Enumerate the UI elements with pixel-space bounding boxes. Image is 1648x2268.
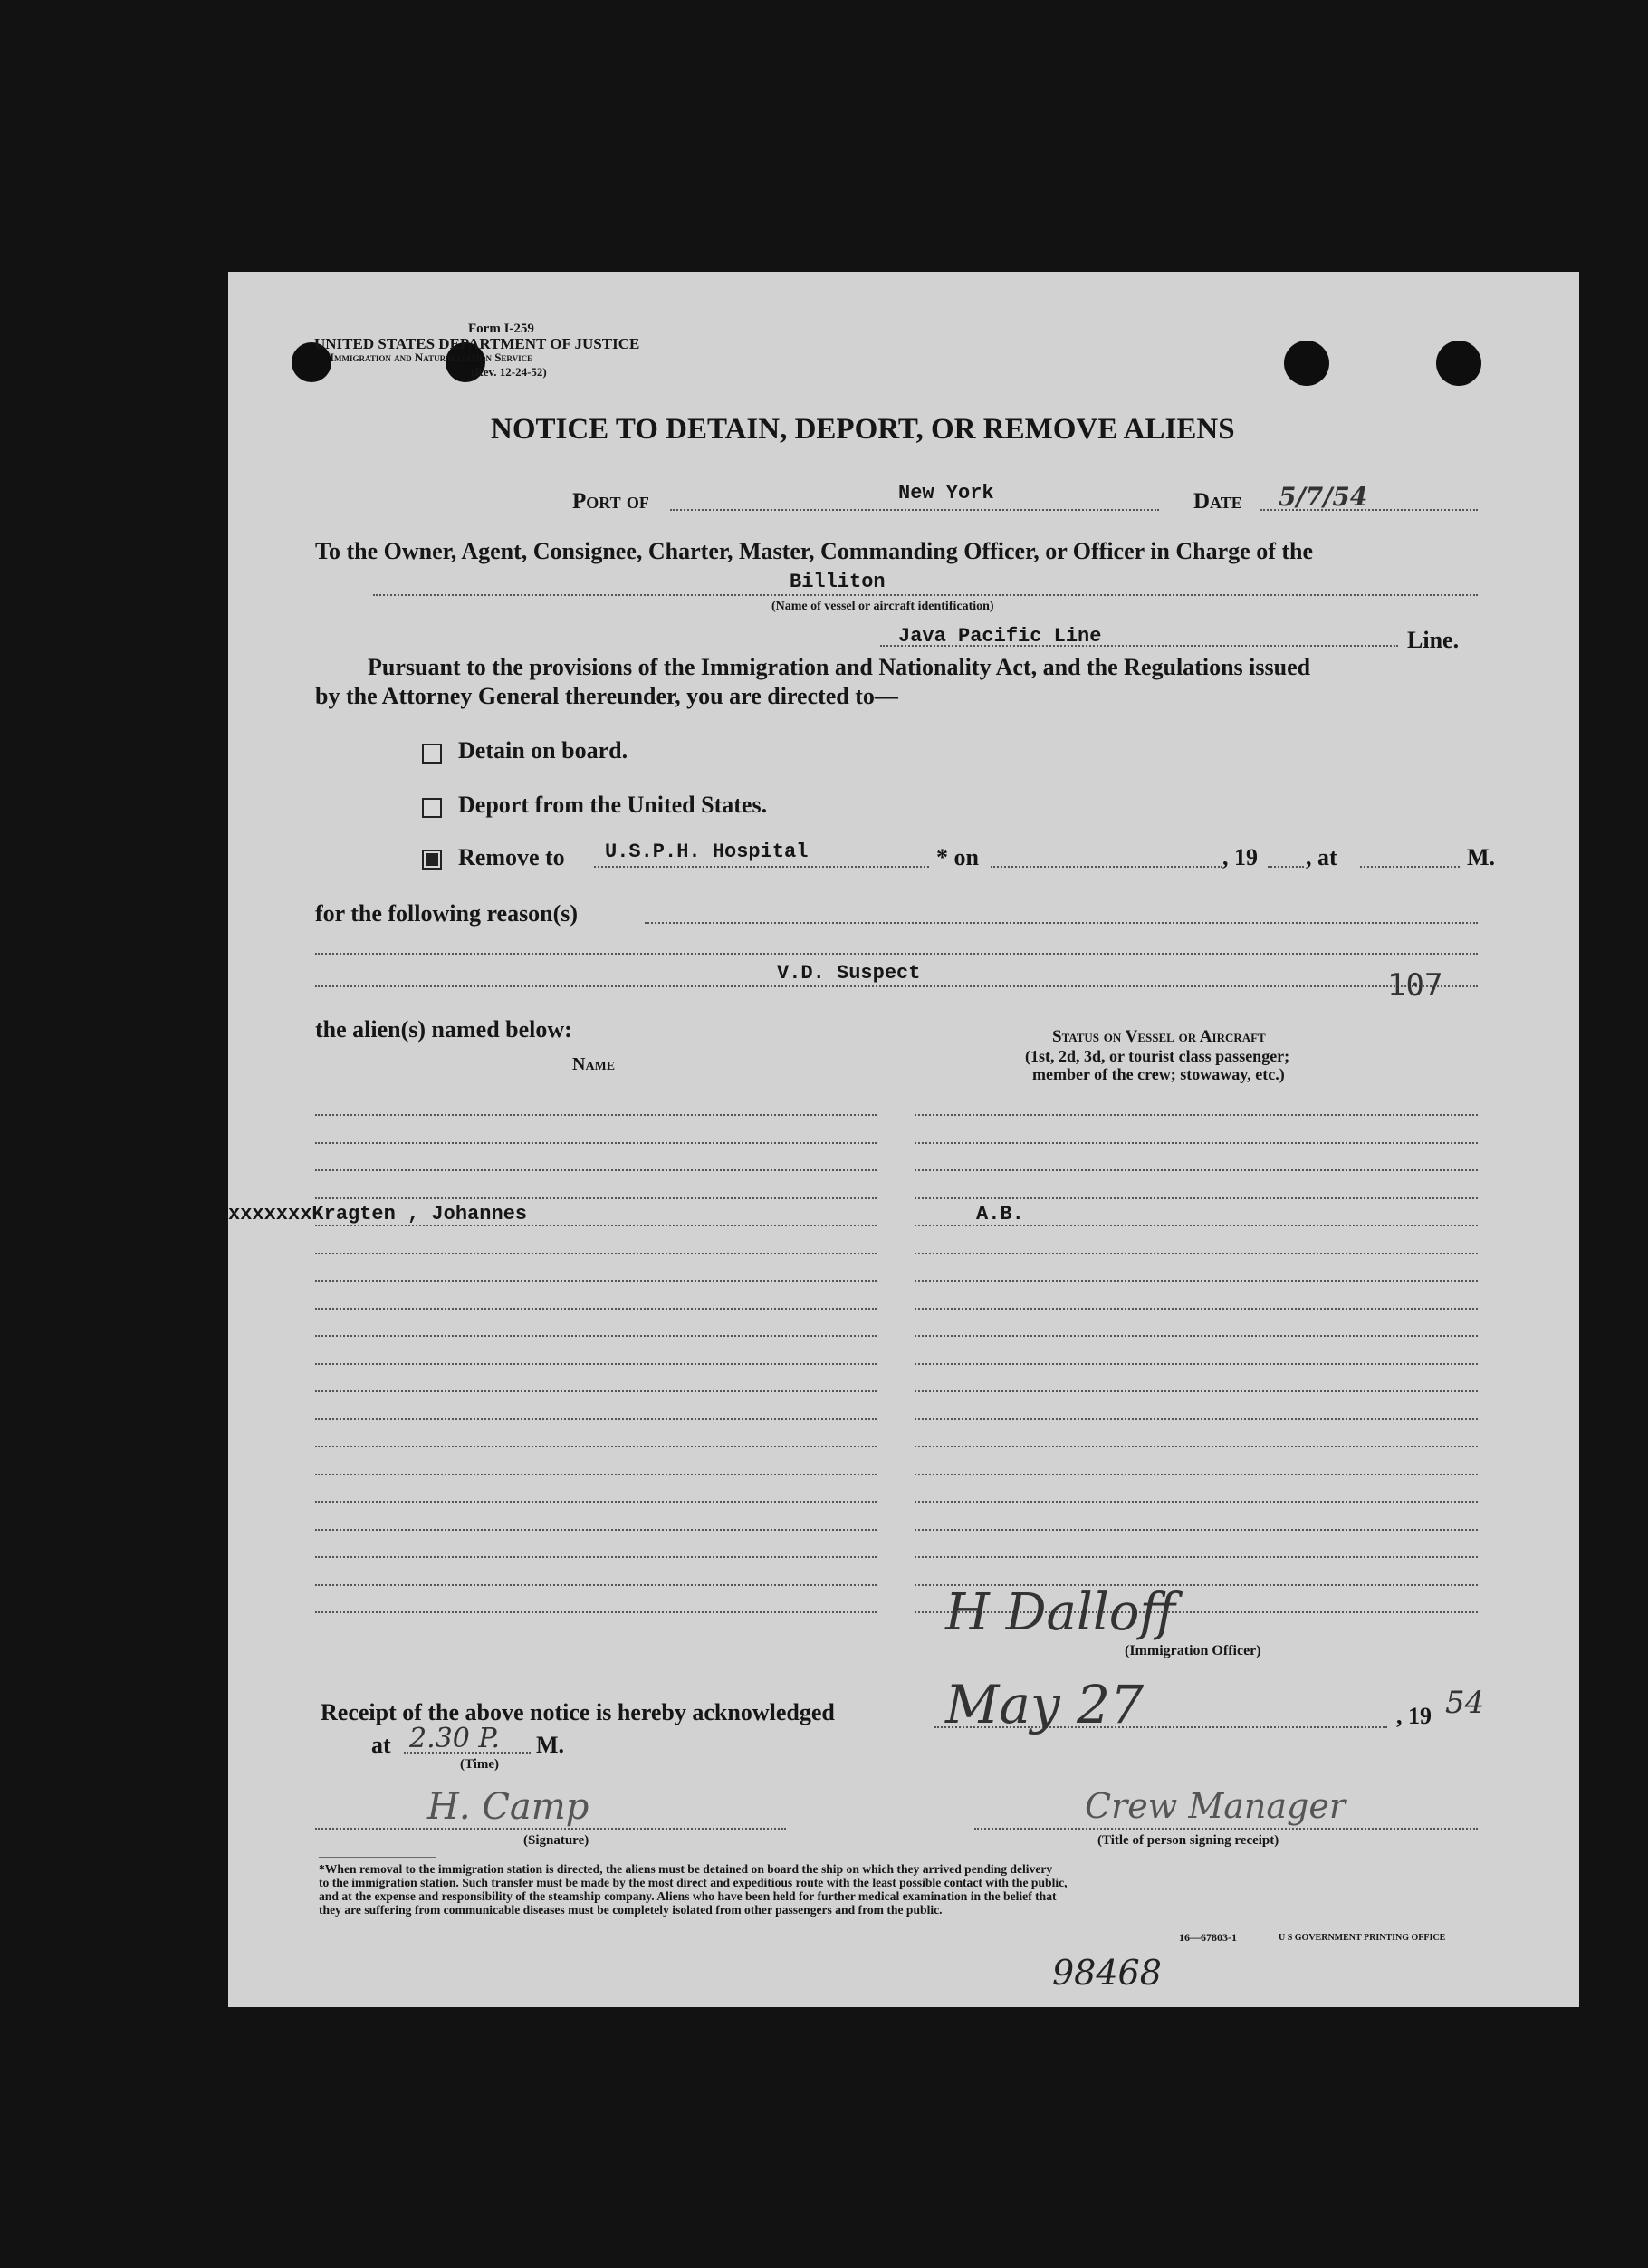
alien-name-row-line [315, 1114, 877, 1116]
remove-checkbox[interactable] [422, 850, 442, 870]
print-code: 16—67803-1 [1179, 1931, 1237, 1944]
alien-name-row-line [315, 1446, 877, 1447]
alien-name-row-line [315, 1308, 877, 1310]
alien-name-row-line [315, 1584, 877, 1586]
printer-credit: U S GOVERNMENT PRINTING OFFICE [1279, 1933, 1446, 1943]
alien-name: xxxxxxxKragten , Johannes [228, 1203, 528, 1225]
receipt-title-caption: (Title of person signing receipt) [1097, 1833, 1279, 1848]
alien-status-row-line [915, 1363, 1478, 1365]
vessel-caption: (Name of vessel or aircraft identification) [771, 600, 994, 613]
file-number: 98468 [1052, 1953, 1162, 1993]
alien-status-row-line [915, 1446, 1478, 1447]
status-header-1: Status on Vessel or Aircraft [1052, 1027, 1266, 1046]
alien-status-row-line [915, 1418, 1478, 1420]
date-label: Date [1193, 489, 1242, 514]
remove-date-line [991, 866, 1222, 868]
footnote-line-2: to the immigration station. Such transfer must be made by the most direct and expeditious route with the least possible contact with the public, [319, 1876, 1068, 1889]
remove-on-label: * on [936, 844, 979, 870]
vessel-line [373, 594, 1478, 596]
alien-status-row-line [915, 1529, 1478, 1531]
alien-status-row-line [915, 1556, 1478, 1558]
receipt-date: May 27 [945, 1674, 1144, 1735]
remove-destination-line [594, 866, 929, 868]
alien-status-row-line [915, 1335, 1478, 1337]
status-header-2: (1st, 2d, 3d, or tourist class passenger; [1025, 1047, 1290, 1065]
footnote-line-1: *When removal to the immigration station is directed, the aliens must be detained on board the ship on which they arrived pending delivery [319, 1862, 1053, 1876]
reason-line-2 [315, 953, 1478, 955]
punch-hole-4 [1436, 341, 1481, 386]
footnote-line-3: and at the expense and responsibility of the steamship company. Aliens who have been held for further medical examination in the belief that [319, 1889, 1057, 1903]
receipt-at-label: at [371, 1732, 391, 1758]
agency-name: UNITED STATES DEPARTMENT OF JUSTICE [314, 335, 640, 352]
alien-name-row-line [315, 1335, 877, 1337]
footnote-rule [319, 1857, 436, 1858]
vessel-value: Billiton [790, 571, 886, 593]
reason-line-3 [315, 985, 1478, 987]
reason-note: 107 [1387, 967, 1443, 1004]
remove-label: Remove to [458, 844, 565, 870]
alien-status-row-line [915, 1197, 1478, 1199]
alien-status-row-line [915, 1308, 1478, 1310]
port-line [670, 509, 1159, 511]
remove-m-label: M. [1467, 844, 1496, 870]
receipt-time: 2.30 P. [409, 1723, 500, 1754]
receipt-signature-line [315, 1828, 786, 1830]
footnote-line-4: they are suffering from communicable diseases must be completely isolated from other passengers and from the public. [319, 1903, 943, 1917]
alien-name-row-line [315, 1418, 877, 1420]
alien-name-row-line [315, 1169, 877, 1171]
alien-name-row-line [315, 1390, 877, 1392]
aliens-intro: the alien(s) named below: [315, 1016, 572, 1043]
remove-time-line [1360, 866, 1460, 868]
alien-name-row-line [315, 1363, 877, 1365]
alien-name-row-line [315, 1556, 877, 1558]
receipt-signature-caption: (Signature) [523, 1833, 589, 1848]
remove-destination: U.S.P.H. Hospital [605, 841, 809, 863]
footnote [319, 1862, 1487, 1917]
reason-value: V.D. Suspect [777, 962, 921, 985]
line-value: Java Pacific Line [898, 625, 1102, 648]
alien-status-row-line [915, 1142, 1478, 1144]
port-label: Port of [572, 489, 649, 514]
alien-name-row-line [315, 1529, 877, 1531]
form-number: Form I-259 [468, 322, 534, 336]
reason-line-1 [645, 922, 1478, 924]
form-sheet [228, 272, 1579, 2007]
alien-name-row-line [315, 1253, 877, 1254]
alien-status-row-line [915, 1169, 1478, 1171]
receipt-m-label: M. [536, 1732, 565, 1758]
remove-year-label: , 19 [1222, 844, 1258, 870]
deport-checkbox[interactable] [422, 798, 442, 818]
form-edition: (Rev. 12-24-52) [471, 365, 547, 379]
punch-hole-3 [1284, 341, 1329, 386]
receipt-year: 54 [1445, 1685, 1485, 1721]
officer-signature: H Dalloff [945, 1583, 1176, 1642]
remove-year-line [1268, 866, 1304, 868]
alien-name-row-line [315, 1501, 877, 1503]
alien-name-row-line [315, 1197, 877, 1199]
deport-label: Deport from the United States. [458, 792, 768, 818]
alien-status: A.B. [976, 1203, 1024, 1225]
receipt-year-prefix: , 19 [1396, 1703, 1432, 1729]
alien-status-row-line [915, 1474, 1478, 1475]
reason-label: for the following reason(s) [315, 900, 579, 927]
remove-at-label: , at [1306, 844, 1337, 870]
receipt-title: Crew Manager [1085, 1786, 1346, 1826]
receipt-signature: H. Camp [427, 1786, 589, 1828]
page-title: NOTICE TO DETAIN, DEPORT, OR REMOVE ALIENS [491, 413, 1235, 446]
receipt-time-caption: (Time) [460, 1757, 500, 1772]
alien-status-row-line [915, 1390, 1478, 1392]
alien-name-row-line [315, 1142, 877, 1144]
line-suffix: Line. [1407, 627, 1460, 653]
alien-name-row-line [315, 1611, 877, 1613]
alien-status-row-line [915, 1501, 1478, 1503]
alien-status-row-line [915, 1253, 1478, 1254]
port-value: New York [898, 482, 994, 505]
service-name: Immigration and Naturalization Service [330, 351, 533, 364]
addressee-text: To the Owner, Agent, Consignee, Charter, Master, Commanding Officer, or Officer in Charge of the [315, 538, 1314, 564]
name-header: Name [572, 1054, 616, 1074]
pursuant-line-2: by the Attorney General thereunder, you are directed to— [315, 683, 898, 709]
detain-label: Detain on board. [458, 737, 628, 764]
alien-status-row-line [915, 1280, 1478, 1282]
receipt-title-line [974, 1828, 1478, 1830]
receipt-text: Receipt of the above notice is hereby acknowledged [321, 1699, 835, 1725]
alien-name-row-line [315, 1474, 877, 1475]
officer-caption: (Immigration Officer) [1125, 1643, 1261, 1658]
pursuant-line-1: Pursuant to the provisions of the Immigration and Nationality Act, and the Regulations issued [368, 654, 1311, 680]
date-value: 5/7/54 [1279, 482, 1368, 512]
alien-status-row-line [915, 1114, 1478, 1116]
alien-name-row-line [315, 1280, 877, 1282]
status-header-3: member of the crew; stowaway, etc.) [1032, 1065, 1285, 1083]
detain-checkbox[interactable] [422, 744, 442, 764]
